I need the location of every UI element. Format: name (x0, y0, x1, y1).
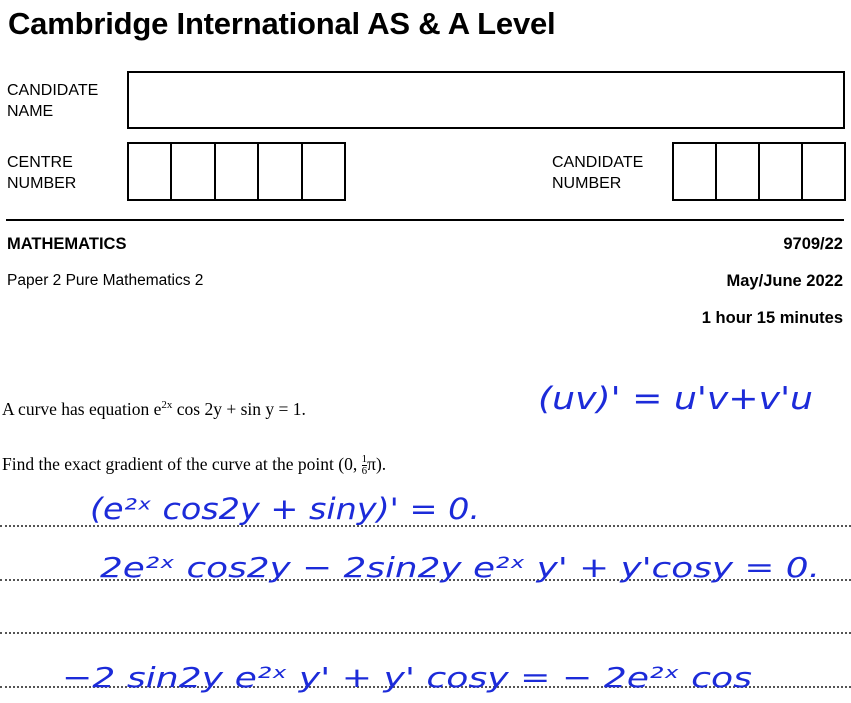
handwritten-line-3: −2 sin2y e²ˣ y' + y' cosy = − 2e²ˣ cos (62, 661, 752, 694)
handwritten-line-2: 2e²ˣ cos2y − 2sin2y e²ˣ y' + y'cosy = 0. (100, 551, 820, 584)
candidate-number-label-line1: CANDIDATE (552, 154, 644, 171)
exam-session: May/June 2022 (726, 272, 843, 290)
exponent: 2x (161, 399, 173, 412)
question-statement-text-end: cos 2y + sin y = 1. (172, 399, 306, 419)
handwritten-product-rule: (uv)' = u'v+v'u (538, 381, 813, 417)
question-instruction-text: Find the exact gradient of the curve at the point (0, (2, 454, 362, 474)
exam-duration: 1 hour 15 minutes (701, 309, 843, 327)
subject-title: MATHEMATICS (7, 235, 127, 253)
syllabus-code: 9709/22 (783, 235, 843, 253)
fraction-numerator: 1 (361, 453, 368, 466)
candidate-number-label-line2: NUMBER (552, 175, 622, 192)
centre-number-label-line2: NUMBER (7, 175, 77, 192)
exam-board-title: Cambridge International AS & A Level (8, 6, 556, 41)
question-statement-text: A curve has equation e (2, 399, 162, 419)
candidate-name-label-line2: NAME (7, 103, 54, 120)
candidate-name-label-line1: CANDIDATE (7, 82, 99, 99)
handwritten-line-1: (e²ˣ cos2y + siny)' = 0. (90, 492, 480, 526)
centre-number-label-line1: CENTRE (7, 154, 73, 171)
question-instruction-text-end: π). (367, 454, 387, 474)
paper-title: Paper 2 Pure Mathematics 2 (7, 272, 204, 289)
fraction-denominator: 6 (361, 465, 368, 478)
